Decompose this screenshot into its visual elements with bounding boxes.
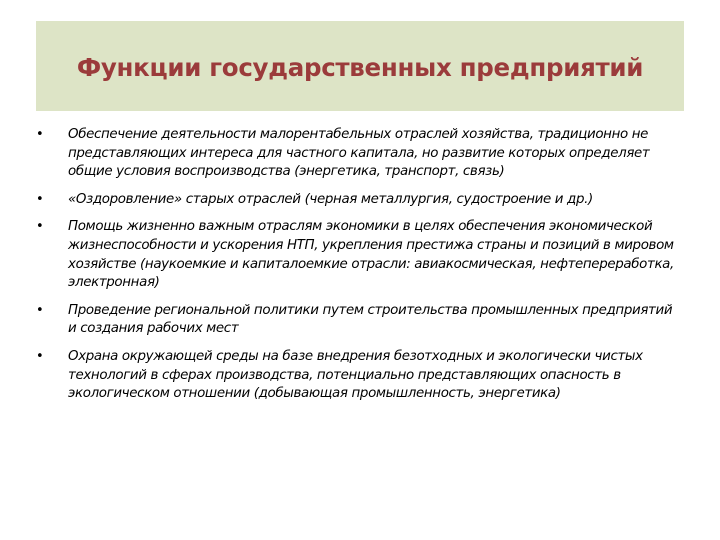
title-band <box>36 21 684 111</box>
bullet-text: Проведение региональной политики путем строительства промышленных предприятий и создания рабочих мест <box>68 302 673 337</box>
bullet-text: Обеспечение деятельности малорентабельных отраслей хозяйства, традиционно не представляющих интереса для частного капитала, но развитие которых определяет общие условия воспроизводства (энергетика, транспорт, связь) <box>68 127 650 180</box>
bullet-icon: • <box>36 219 44 235</box>
bullet-icon: • <box>36 348 44 364</box>
bullet-list <box>36 126 676 413</box>
bullet-text: «Оздоровление» старых отраслей (черная металлургия, судостроение и др.) <box>68 191 593 207</box>
bullet-icon: • <box>36 191 44 207</box>
bullet-item <box>36 348 676 404</box>
bullet-item <box>36 302 676 339</box>
bullet-text: Охрана окружающей среды на базе внедрения безотходных и экологически чистых технологий в сферах производства, потенциально представляющих опасность в экологическом отношении (добывающая промышленность, энергетика) <box>68 348 643 402</box>
bullet-text: Помощь жизненно важным отраслям экономики в целях обеспечения экономической жизнеспособности и ускорения НТП, укрепления престижа страны и позиций в мировом хозяйстве (наукоемкие и капиталоемкие отрасли: авиакосмическая, нефтепереработка, электронная) <box>68 219 674 291</box>
bullet-item <box>36 218 676 292</box>
bullet-icon: • <box>36 302 44 318</box>
bullet-item <box>36 126 676 182</box>
slide-title: Функции государственных предприятий <box>76 52 644 82</box>
bullet-item <box>36 191 676 210</box>
bullet-icon: • <box>36 127 44 142</box>
